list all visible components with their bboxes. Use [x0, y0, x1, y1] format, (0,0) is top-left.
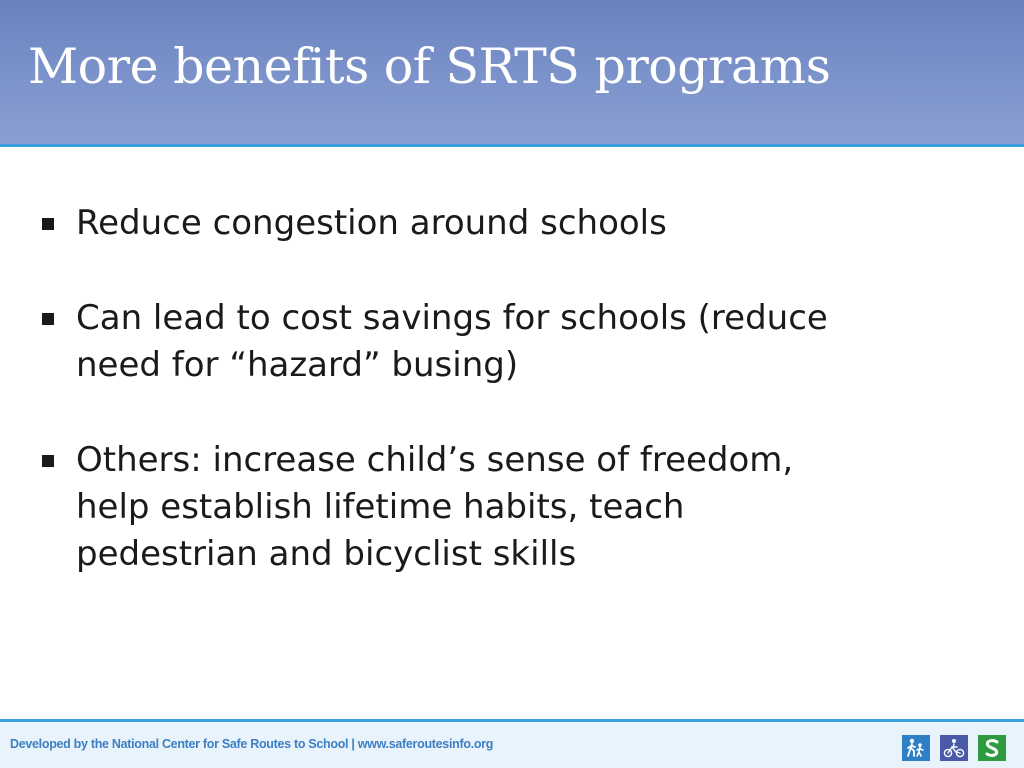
bullet-text: Others: increase child’s sense of freedom, help establish lifetime habits, teach pedestrian and bicyclist skills: [76, 440, 794, 574]
title-bar: [0, 0, 1024, 144]
header-divider: [0, 144, 1024, 147]
bicycle-icon: [940, 735, 968, 761]
walking-children-icon: [902, 735, 930, 761]
bullet-text: Reduce congestion around schools: [76, 203, 667, 243]
bullet-item: [40, 437, 840, 578]
bullet-item: [40, 295, 840, 389]
bullet-text: Can lead to cost savings for schools (reduce need for “hazard” busing): [76, 298, 828, 385]
footer-bar: [0, 722, 1024, 768]
bullet-list: [40, 200, 840, 578]
bullet-item: [40, 200, 840, 247]
square-bullet-icon: [42, 218, 54, 230]
square-bullet-icon: [42, 455, 54, 467]
square-bullet-icon: [42, 313, 54, 325]
footer-credit: Developed by the National Center for Safe Routes to School | www.saferoutesinfo.org: [10, 737, 494, 751]
saferoutes-s-logo-icon: [978, 735, 1006, 761]
slide-title: More benefits of SRTS programs: [28, 38, 831, 95]
